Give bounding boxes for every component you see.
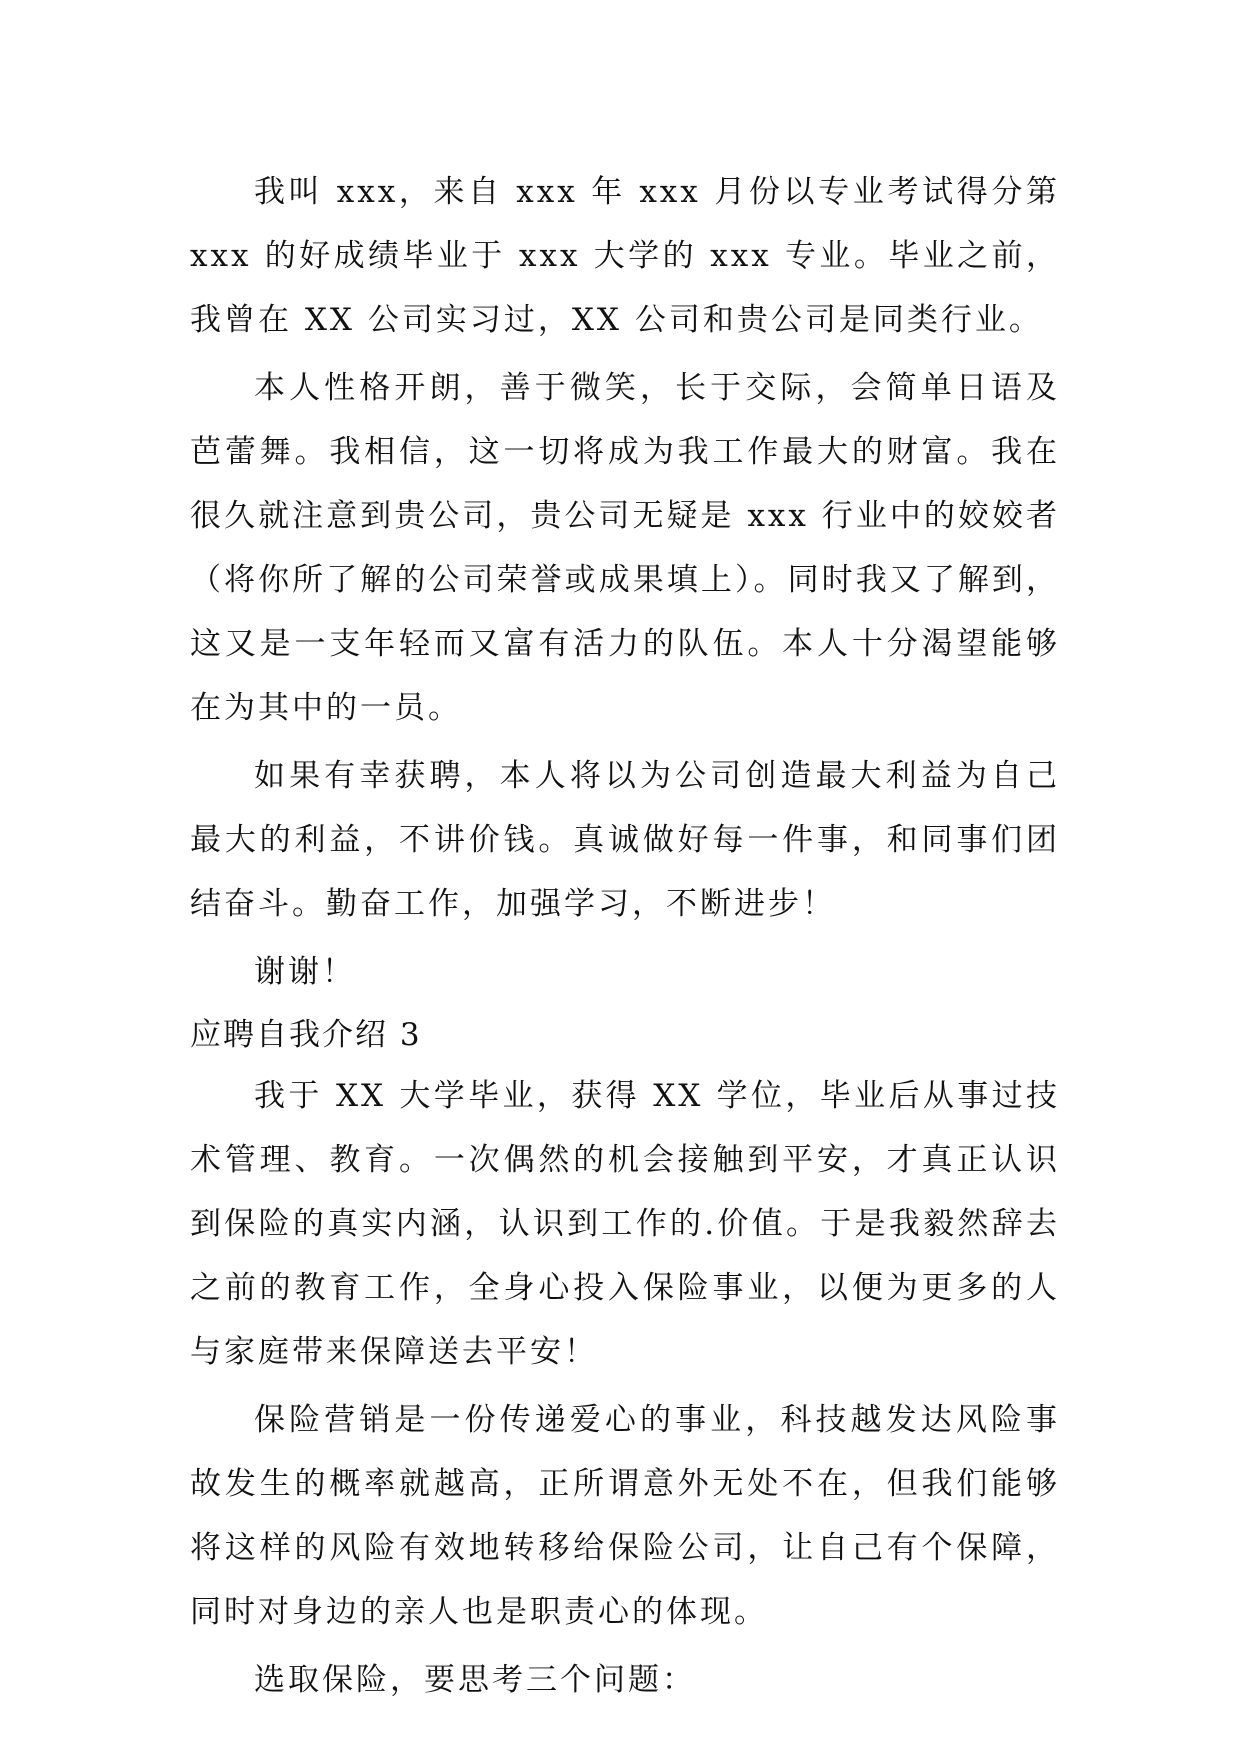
paragraph-personality: 本人性格开朗，善于微笑，长于交际，会简单日语及芭蕾舞。我相信，这一切将成为我工作最大的财富。我在很久就注意到贵公司，贵公司无疑是 xxx 行业中的姣姣者（将你所了解的公司荣誉或成果填上）。同时我又了解到，这又是一支年轻而又富有活力的队伍。本人十分渴望能够在为其中的一员。 <box>190 370 1060 726</box>
paragraph-commitment: 如果有幸获聘，本人将以为公司创造最大利益为自己最大的利益，不讲价钱。真诚做好每一件事，和同事们团结奋斗。勤奋工作，加强学习，不断进步！ <box>190 758 1060 922</box>
paragraph-education: 我于 XX 大学毕业，获得 XX 学位，毕业后从事过技术管理、教育。一次偶然的机会接触到平安，才真正认识到保险的真实内涵，认识到工作的.价值。于是我毅然辞去之前的教育工作，全身心投入保险事业，以便为更多的人与家庭带来保障送去平安！ <box>190 1078 1060 1370</box>
paragraph-questions: 选取保险，要思考三个问题： <box>254 1662 696 1698</box>
document-body <box>190 160 1060 1712</box>
paragraph-thanks: 谢谢！ <box>254 954 356 990</box>
section-heading: 应聘自我介绍 3 <box>190 1017 422 1053</box>
paragraph-intro: 我叫 xxx，来自 xxx 年 xxx 月份以专业考试得分第 xxx 的好成绩毕业于 xxx 大学的 xxx 专业。毕业之前，我曾在 XX 公司实习过，XX 公司和贵公司是同类行业。 <box>190 174 1060 338</box>
paragraph-insurance: 保险营销是一份传递爱心的事业，科技越发达风险事故发生的概率就越高，正所谓意外无处不在，但我们能够将这样的风险有效地转移给保险公司，让自己有个保障，同时对身边的亲人也是职责心的体现。 <box>190 1402 1060 1630</box>
